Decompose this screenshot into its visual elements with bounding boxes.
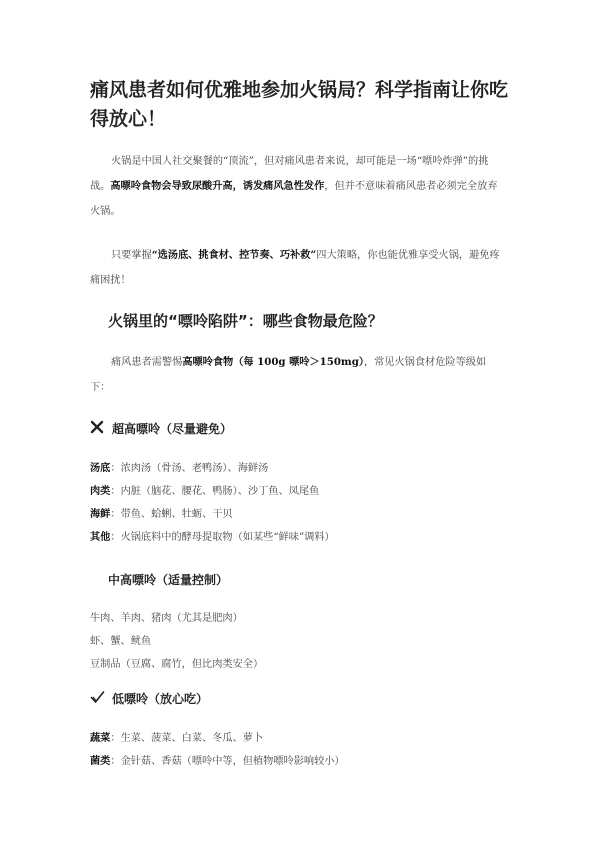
item-separator: ： (110, 733, 121, 744)
low-purine-heading (90, 690, 208, 707)
item-text: 浓肉汤（骨汤、老鸭汤）、海鲜汤 (120, 463, 269, 474)
list-item (90, 503, 510, 526)
section-heading: 火锅里的“嘌呤陷阱”：哪些食物最危险？ (108, 312, 383, 330)
item-text: 火锅底料中的酵母提取物（如某些“鲜味”调料） (120, 532, 335, 543)
list-item (90, 480, 510, 503)
x-mark-icon (90, 420, 106, 437)
item-label: 汤底 (90, 462, 111, 474)
mid-purine-list (90, 607, 510, 676)
list-item: 牛肉、羊肉、猪肉（尤其是肥肉） (90, 613, 243, 624)
list-item (90, 526, 510, 549)
item-label: 其他 (90, 531, 111, 543)
intro-text: 火锅是中国人社交聚餐的“顶流”，但对痛风患者来说，却可能是一场“嘌呤炸弹”的挑战。 (90, 156, 489, 192)
item-text: 生菜、菠菜、白菜、冬瓜、萝卜 (120, 733, 264, 744)
purine-threshold-text: 高嘌呤食物（每 100g 嘌呤＞150mg） (182, 356, 364, 368)
list-item (90, 727, 510, 750)
item-separator: ： (110, 532, 121, 543)
section-text: 痛风患者需警惕 (111, 357, 183, 368)
item-label: 肉类 (90, 485, 111, 497)
item-separator: ： (110, 756, 121, 767)
item-text: 金针菇、香菇（嘌呤中等，但植物嘌呤影响较小） (120, 756, 345, 767)
section-text: ，常见火锅食材危险等级如下： (90, 357, 487, 393)
high-purine-heading (90, 420, 232, 437)
item-text: 带鱼、蛤蜊、牡蛎、干贝 (120, 509, 233, 520)
high-purine-list (90, 457, 510, 549)
check-icon (90, 690, 106, 707)
page-title: 痛风患者如何优雅地参加火锅局？科学指南让你吃得放心！ (90, 79, 509, 130)
high-purine-heading-text: 超高嘌呤（尽量避免） (112, 422, 233, 436)
strategy-bold-text: “选汤底、挑食材、控节奏、巧补救” (151, 249, 317, 261)
item-text: 内脏（脑花、腰花、鸭肠）、沙丁鱼、凤尾鱼 (120, 486, 320, 497)
low-purine-heading-text: 低嘌呤（放心吃） (112, 692, 209, 706)
item-separator: ： (110, 509, 121, 520)
item-label: 蔬菜 (90, 732, 111, 744)
item-separator: ： (110, 486, 121, 497)
list-item (90, 457, 510, 480)
low-purine-list (90, 727, 510, 773)
item-separator: ： (110, 463, 121, 474)
item-label: 菌类 (90, 755, 111, 767)
mid-purine-heading (108, 571, 228, 588)
intro-bold-text: 高嘌呤食物会导致尿酸升高，诱发痛风急性发作 (110, 180, 325, 192)
list-item (90, 750, 510, 773)
intro-paragraph-2 (90, 243, 506, 293)
intro-paragraph-1 (90, 149, 506, 224)
intro-text: 四大策略，你也能优雅享受火锅，避免疼痛困扰！ (90, 250, 500, 286)
list-item: 虾、蟹、鱿鱼 (90, 636, 152, 647)
intro-text: 只要掌握 (111, 250, 152, 261)
list-item: 豆制品（豆腐、腐竹，但比肉类安全） (90, 659, 264, 670)
section-intro-paragraph (90, 350, 506, 400)
item-label: 海鲜 (90, 508, 111, 520)
mid-purine-heading-text: 中高嘌呤（适量控制） (108, 573, 229, 587)
intro-text: ，但并不意味着痛风患者必须完全放弃火锅。 (90, 181, 498, 217)
